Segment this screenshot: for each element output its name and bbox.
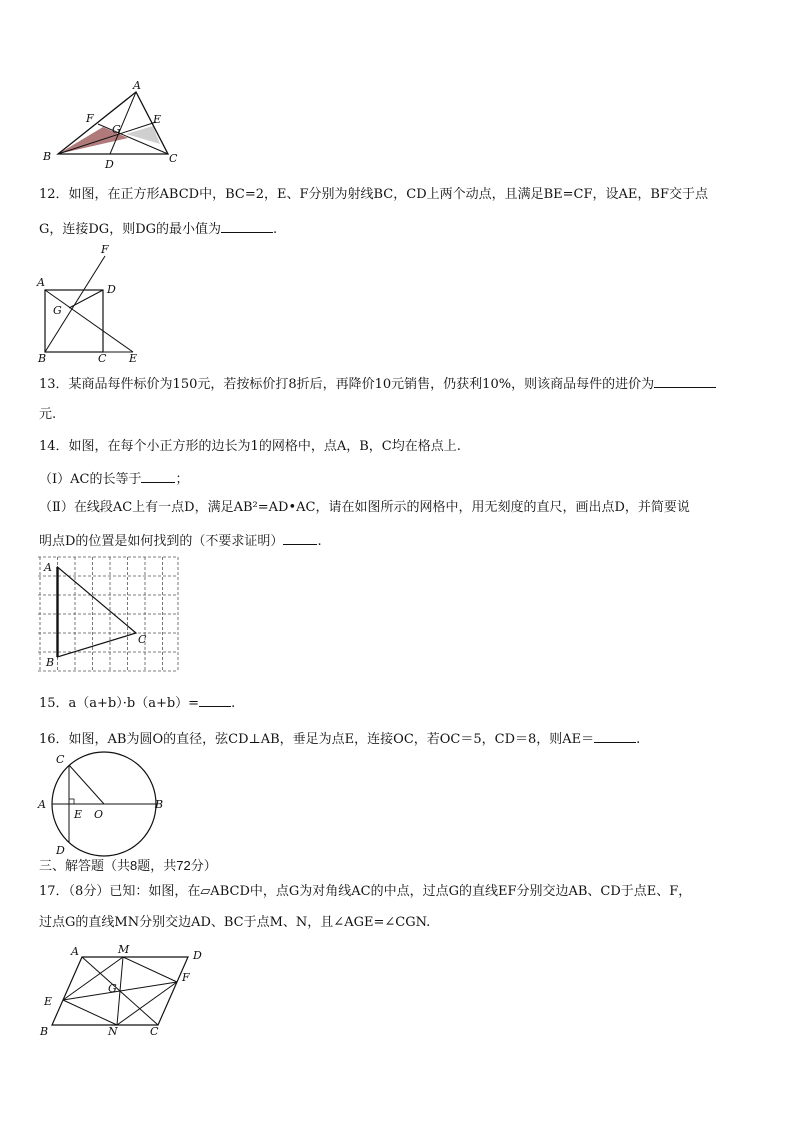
label-e: E	[153, 113, 162, 126]
label-a: A	[44, 561, 52, 574]
label-g: G	[108, 982, 117, 995]
label-c: C	[138, 633, 147, 646]
q16-text: 16．如图，AB为圆O的直径，弦CD⊥AB，垂足为点E，连接OC，若OC＝5，CD＝8，则AE＝	[39, 732, 595, 747]
grid-lines	[38, 557, 178, 671]
q14-part2-line1: （Ⅱ）在线段AC上有一点D，满足AB²=AD•AC，请在如图所示的网格中，用无刻度的直尺，画出点D，并简要说	[39, 500, 690, 515]
right-angle-mark	[69, 799, 74, 804]
q14-part1	[39, 470, 189, 488]
segment-gd	[69, 290, 103, 308]
square-abcd	[45, 290, 103, 352]
figure-q12-square	[36, 242, 146, 364]
label-c: C	[56, 753, 65, 766]
label-e: E	[44, 995, 53, 1008]
label-b: B	[38, 352, 47, 365]
q12-line1: 12．如图，在正方形ABCD中，BC=2，E、F分别为射线BC，CD上两个动点，且满足BE=CF，设AE，BF交于点	[39, 187, 708, 202]
q15-end: .	[231, 696, 236, 711]
segment-mf	[123, 957, 177, 982]
q14-part1-end: ；	[175, 472, 189, 487]
label-e: E	[129, 352, 138, 365]
label-b: B	[46, 656, 55, 669]
q16-line	[39, 730, 640, 748]
section-heading: 三、解答题（共8题，共72分）	[39, 858, 217, 873]
q16-answer-blank[interactable]	[594, 730, 636, 743]
label-c: C	[98, 352, 107, 365]
q14-part1-text: （Ⅰ）AC的长等于	[39, 472, 142, 487]
label-a: A	[133, 79, 141, 92]
segment-oc	[69, 765, 104, 804]
label-d: D	[105, 158, 114, 171]
q14-part1-blank[interactable]	[141, 470, 175, 483]
q13-line1-text: 13．某商品每件标价为150元，若按标价打8折后，再降价10元销售，仍获利10%，则该商品每件的进价为	[39, 377, 655, 392]
triangle-abc	[58, 567, 137, 657]
figure-q17-parallelogram	[36, 943, 216, 1043]
q16-end: .	[636, 732, 641, 747]
q14-part2-end: .	[317, 534, 322, 549]
q15-text: 15．a（a+b）·b（a+b）=	[39, 696, 200, 711]
q15-line	[39, 694, 235, 712]
q14-part2-line2-text: 明点D的位置是如何找到的（不要求证明）	[39, 534, 284, 549]
label-b: B	[43, 150, 52, 163]
label-d: D	[56, 844, 65, 857]
label-f: F	[182, 971, 190, 984]
label-b: B	[155, 798, 164, 811]
q15-answer-blank[interactable]	[199, 694, 231, 707]
q14-part2-blank[interactable]	[283, 532, 317, 545]
q12-line2-end: .	[273, 222, 278, 237]
figure-q11-triangle	[38, 79, 178, 172]
q17-line1: 17．（8分）已知：如图，在▱ABCD中，点G为对角线AC的中点，过点G的直线EF分别交边AB、CD于点E、F，	[39, 884, 692, 899]
label-b: B	[40, 1025, 49, 1038]
q12-line2	[39, 220, 277, 238]
q17-line2: 过点G的直线MN分别交边AD、BC于点M、N，且∠AGE=∠CGN.	[39, 915, 431, 930]
label-n: N	[108, 1025, 118, 1038]
q14-part2-line2	[39, 532, 322, 550]
q13-line1	[39, 375, 716, 393]
label-a: A	[37, 276, 45, 289]
segment-ne	[63, 1000, 117, 1025]
label-d: D	[107, 283, 116, 296]
label-e: E	[74, 808, 83, 821]
label-a: A	[71, 945, 79, 958]
label-m: M	[118, 943, 130, 956]
q12-line2-text: G，连接DG，则DG的最小值为	[39, 222, 222, 237]
label-o: O	[94, 808, 104, 821]
q13-answer-blank[interactable]	[654, 375, 716, 388]
q13-line2: 元.	[39, 407, 57, 422]
label-d: D	[193, 949, 202, 962]
segment-ae	[45, 290, 133, 352]
label-a: A	[38, 798, 46, 811]
label-c: C	[150, 1025, 159, 1038]
q12-answer-blank[interactable]	[221, 220, 273, 233]
label-g: G	[53, 304, 62, 317]
label-g: G	[112, 123, 121, 136]
figure-q16-circle	[36, 750, 171, 860]
q14-stem: 14．如图，在每个小正方形的边长为1的网格中，点A，B，C均在格点上.	[39, 439, 461, 454]
label-f: F	[86, 112, 94, 125]
label-f: F	[101, 243, 109, 256]
figure-q14-grid	[38, 555, 183, 677]
label-c: C	[169, 152, 178, 165]
